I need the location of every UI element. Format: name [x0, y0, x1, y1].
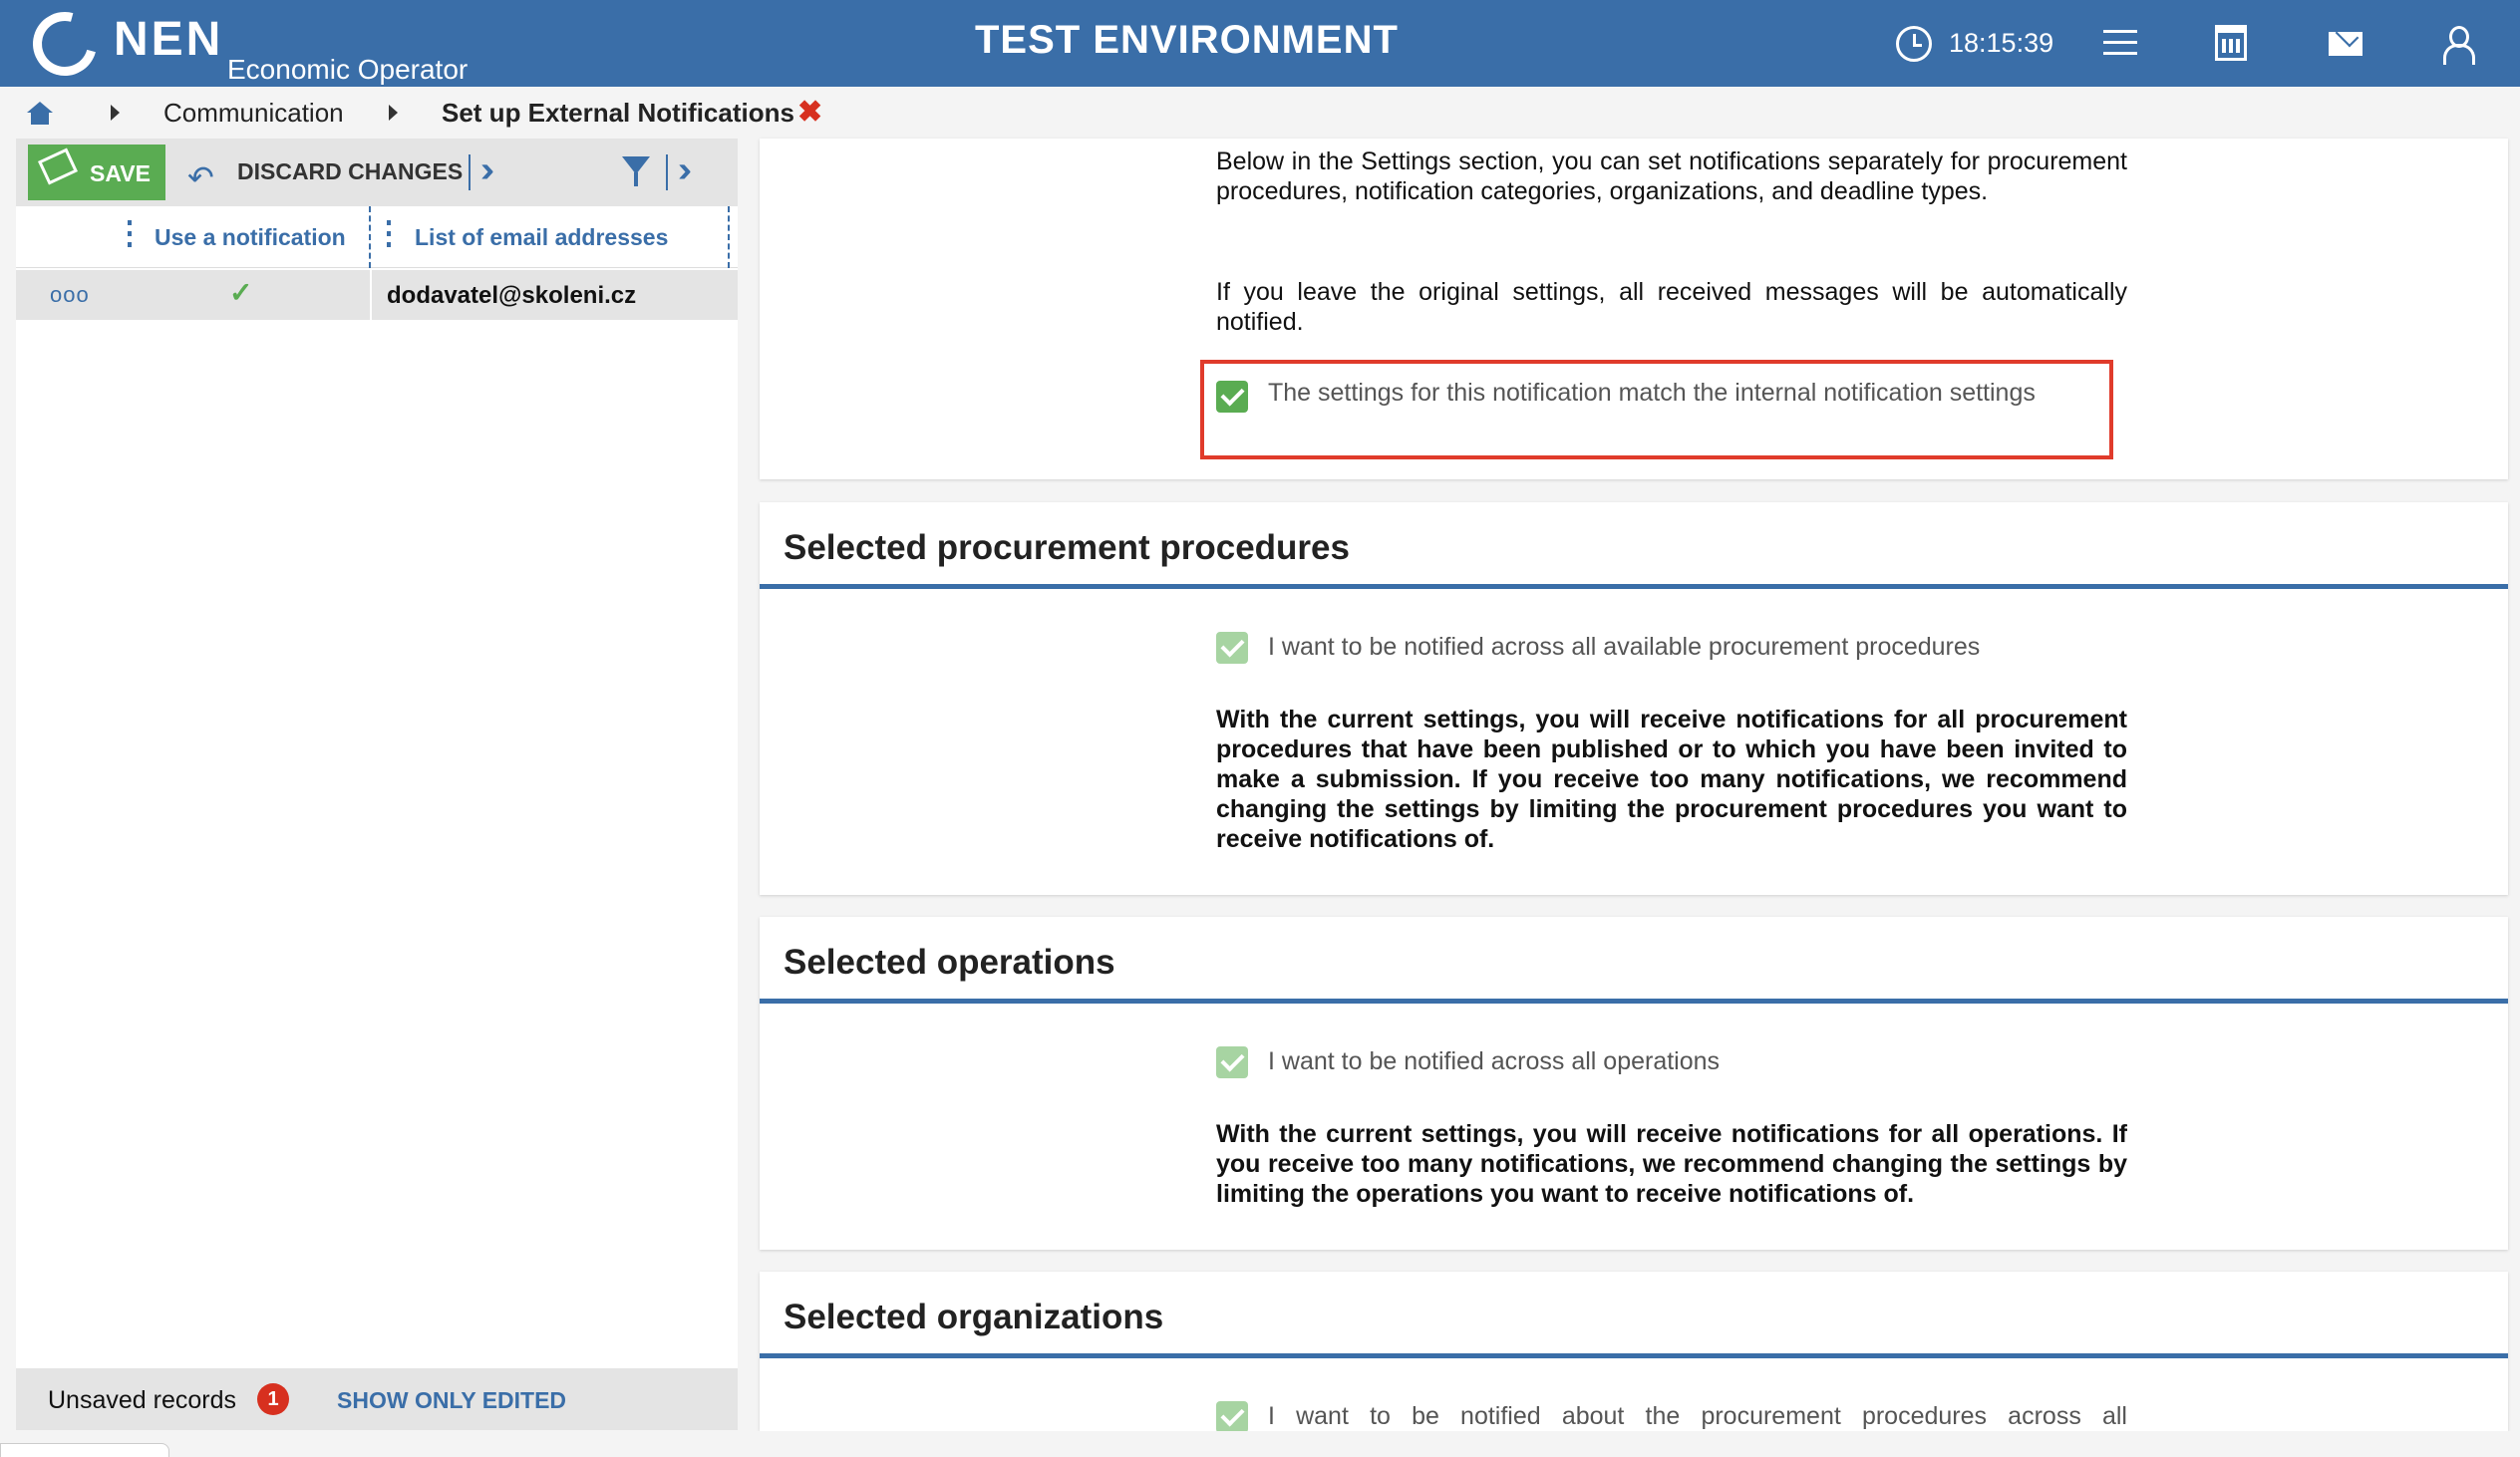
intro-card [760, 139, 2508, 479]
unsaved-count-badge: 1 [257, 1383, 289, 1415]
highlight-box [1200, 360, 2113, 459]
toolbar-divider [666, 154, 668, 190]
row-more-icon[interactable]: ooo [50, 282, 90, 307]
all-operations-label[interactable]: I want to be notified across all operations [1268, 1047, 1721, 1075]
section-divider [760, 1353, 2508, 1358]
breadcrumb [0, 87, 2520, 139]
column-use-notification[interactable]: Use a notification [155, 224, 346, 250]
toolbar [16, 139, 738, 206]
table-row[interactable] [16, 270, 738, 320]
match-settings-label[interactable]: The settings for this notification match the internal notification settings [1268, 379, 2036, 407]
breadcrumb-arrow-icon [389, 105, 398, 121]
section-title: Selected organizations [784, 1298, 1164, 1336]
mail-icon[interactable] [2329, 32, 2362, 56]
bottom-tab [0, 1443, 169, 1457]
calendar-icon[interactable] [2215, 25, 2247, 61]
section-divider [760, 999, 2508, 1004]
show-only-edited-button[interactable]: SHOW ONLY EDITED [337, 1387, 567, 1413]
breadcrumb-current: Set up External Notifications [442, 98, 794, 128]
clock-icon [1896, 26, 1932, 62]
user-icon[interactable] [2442, 26, 2470, 62]
operations-description: With the current settings, you will receive notifications for all operations. If you receive too many notifications, we recommend changing the settings by limiting the operations you want to receive notifications of. [1216, 1120, 2127, 1208]
procedures-description: With the current settings, you will receive notifications for all procurement procedures that have been published or to which you have been invited to make a submission. If you receive too many notifications, we recommend changing the settings by limiting the procurement procedures you want to receive notifications of. [1216, 706, 2127, 853]
all-operations-checkbox[interactable] [1216, 1046, 1248, 1078]
expand-panel-chevron-icon[interactable]: ›› [678, 148, 682, 189]
breadcrumb-communication[interactable]: Communication [163, 98, 344, 128]
operations-section [760, 917, 2508, 1250]
intro-paragraph-2: If you leave the original settings, all received messages will be automatically notified. [1216, 278, 2127, 336]
section-divider [760, 584, 2508, 589]
expand-chevron-icon[interactable]: ›› [480, 148, 484, 189]
environment-title: TEST ENVIRONMENT [975, 18, 1399, 62]
toolbar-divider [469, 154, 471, 190]
table-header [16, 206, 738, 268]
procurement-procedures-section [760, 502, 2508, 895]
section-title: Selected operations [784, 943, 1115, 982]
section-title: Selected procurement procedures [784, 528, 1350, 567]
all-procedures-label[interactable]: I want to be notified across all available procurement procedures [1268, 633, 1981, 661]
session-time: 18:15:39 [1949, 28, 2054, 58]
email-cell: dodavatel@skoleni.cz [387, 282, 637, 309]
unsaved-records-label: Unsaved records [48, 1386, 236, 1414]
left-panel [16, 139, 738, 1430]
left-footer [16, 1368, 738, 1430]
cell-divider [370, 270, 372, 320]
close-tab-icon[interactable]: ✖ [797, 96, 823, 129]
all-organizations-label[interactable]: I want to be notified about the procurement procedures across all [1268, 1402, 2127, 1430]
organizations-section [760, 1272, 2508, 1431]
all-organizations-checkbox[interactable] [1216, 1401, 1248, 1433]
bottom-strip [0, 1431, 2520, 1457]
undo-icon[interactable]: ↶ [187, 159, 214, 195]
logo-text[interactable]: NEN [114, 13, 224, 66]
column-menu-icon[interactable] [387, 220, 391, 248]
filter-icon[interactable] [622, 156, 650, 188]
discard-changes-button[interactable]: DISCARD CHANGES [237, 158, 464, 184]
column-divider[interactable] [369, 206, 371, 268]
save-button[interactable] [28, 145, 165, 200]
intro-paragraph-1: Below in the Settings section, you can set notifications separately for procurement procedures, notification categories, organizations, and deadline types. [1216, 147, 2127, 205]
nen-logo-icon[interactable] [21, 0, 108, 87]
save-label: SAVE [90, 160, 151, 186]
home-icon[interactable] [27, 102, 53, 124]
menu-icon[interactable] [2103, 28, 2137, 58]
column-email-addresses[interactable]: List of email addresses [415, 224, 669, 250]
column-menu-icon[interactable] [128, 220, 132, 248]
save-icon [38, 147, 78, 184]
breadcrumb-arrow-icon [111, 105, 120, 121]
checkmark-icon: ✓ [229, 277, 253, 308]
top-header [0, 0, 2520, 87]
all-procedures-checkbox[interactable] [1216, 632, 1248, 664]
column-divider[interactable] [728, 206, 730, 268]
logo-subtitle: Economic Operator [227, 54, 469, 85]
match-settings-checkbox[interactable] [1216, 381, 1248, 413]
